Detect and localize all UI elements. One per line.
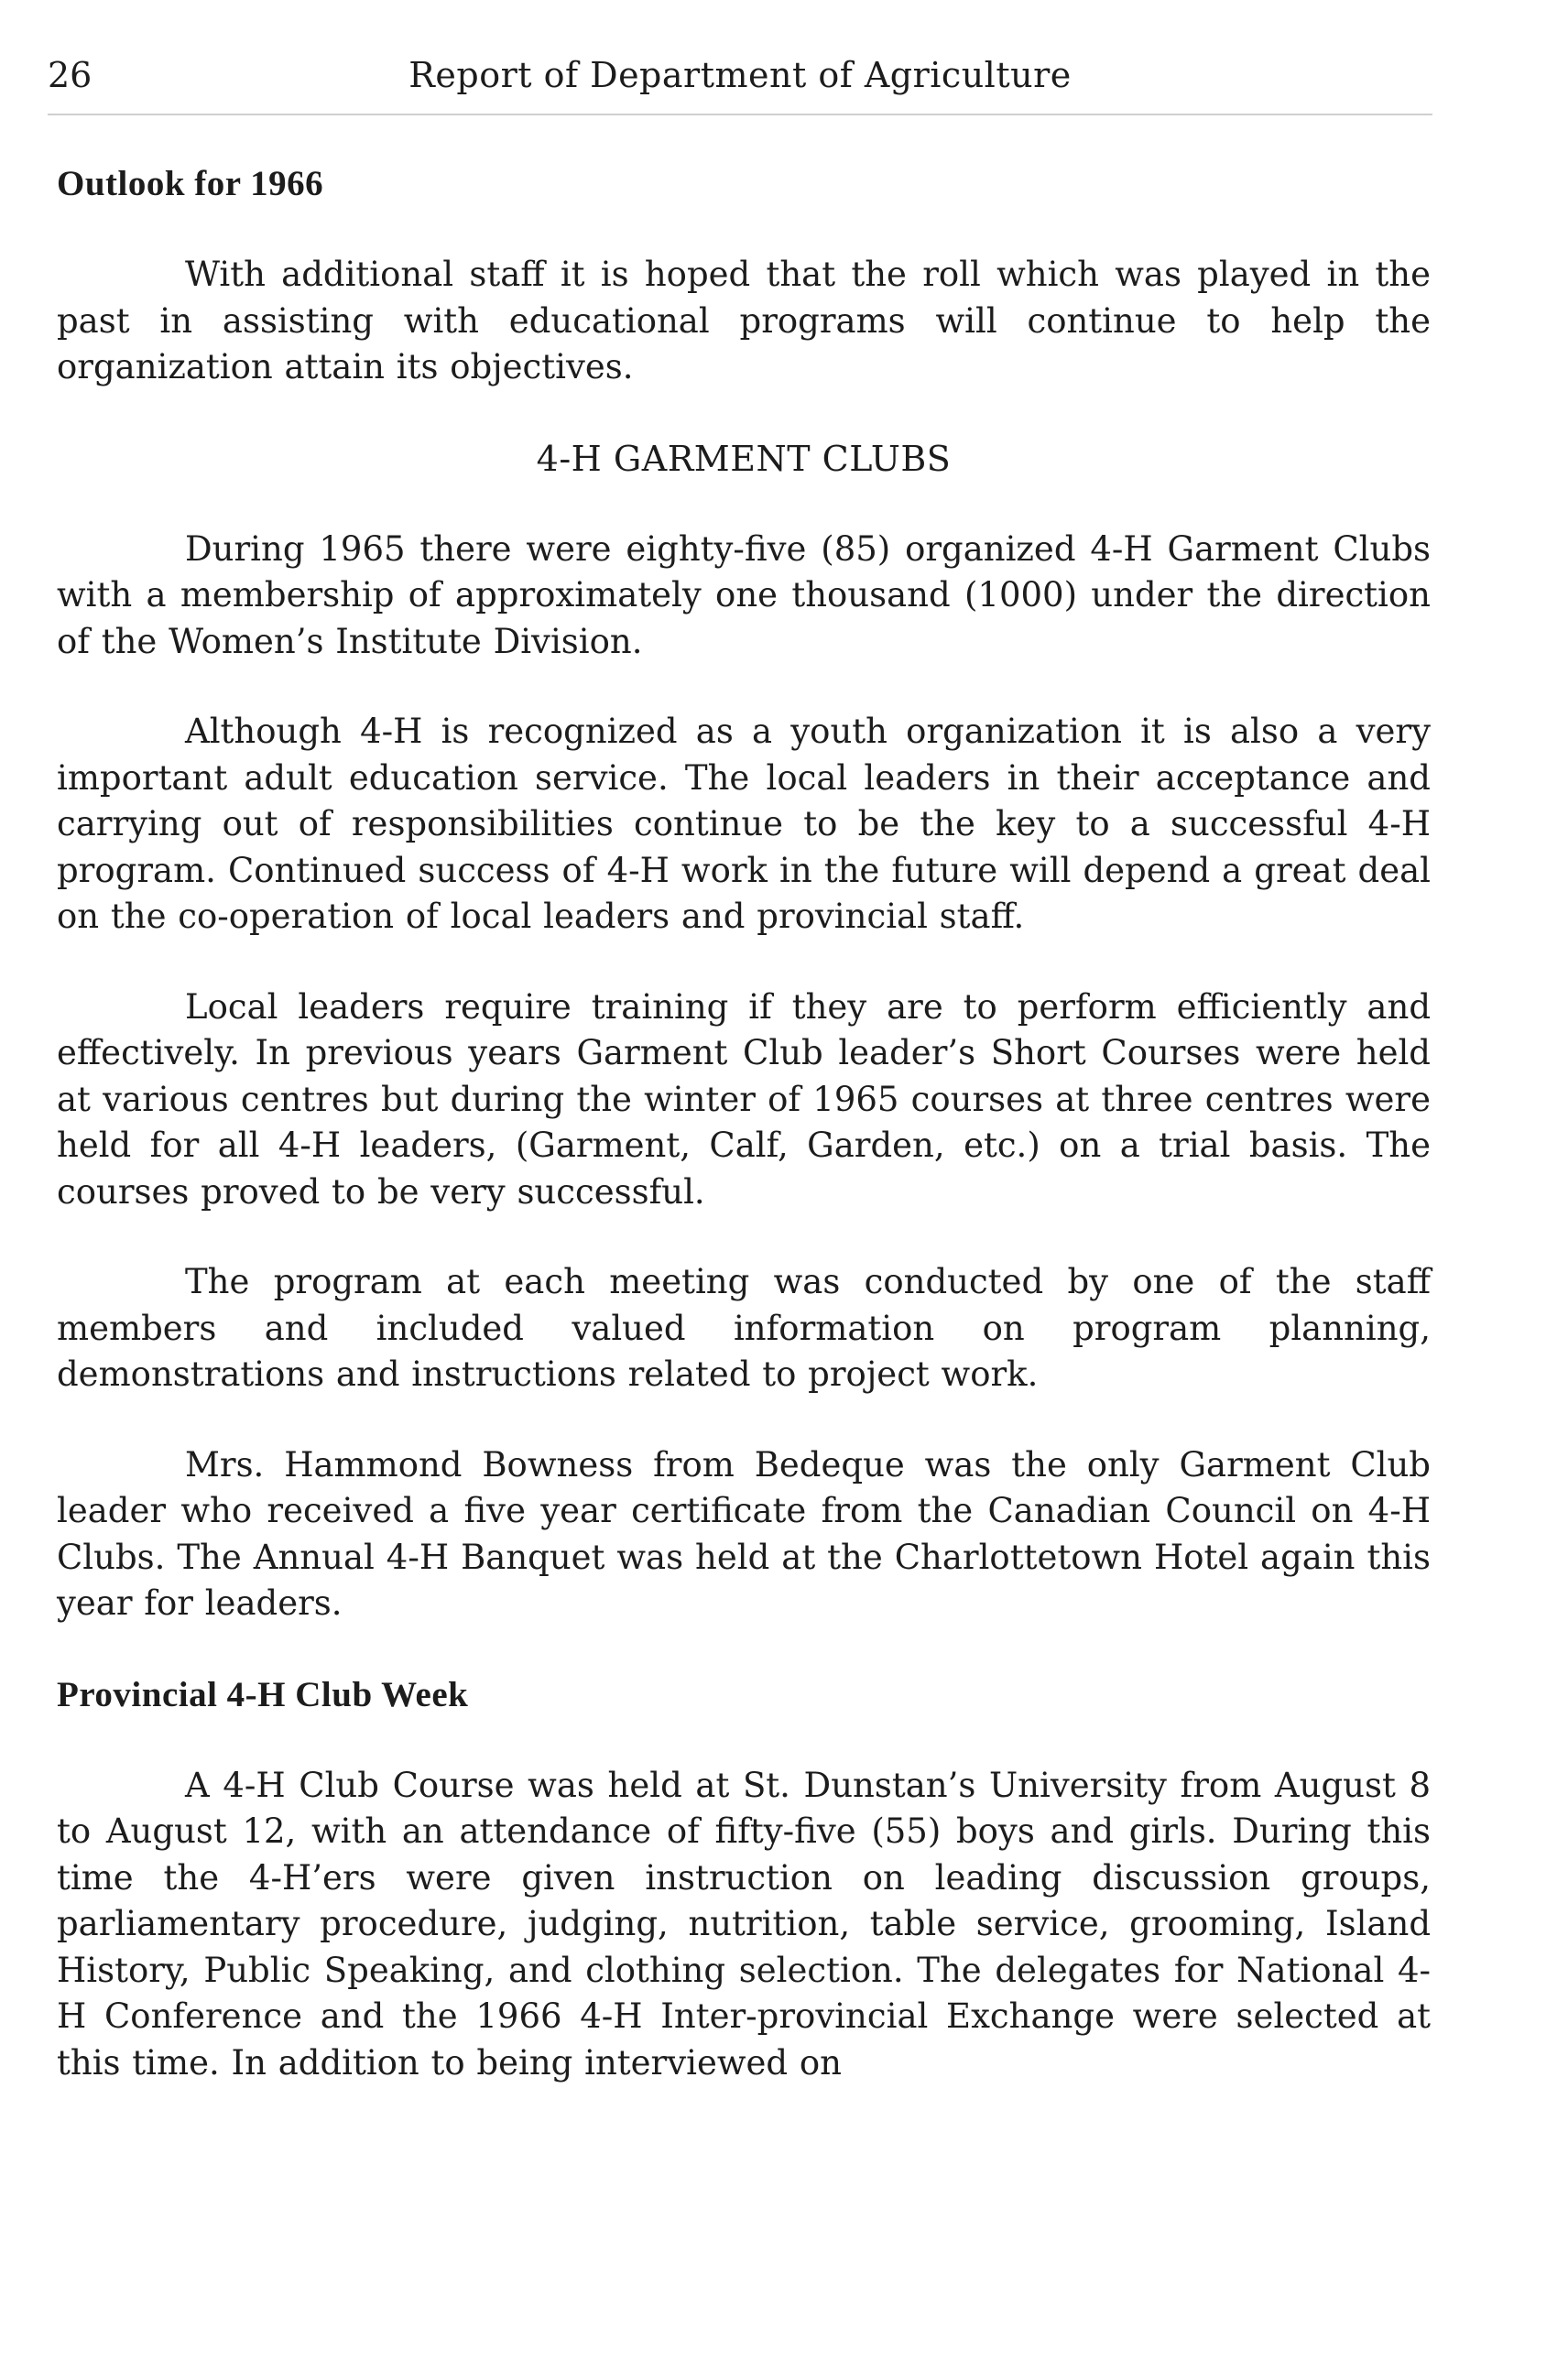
paragraph-garment-1: During 1965 there were eighty-five (85) organized 4-H Garment Clubs with a membership of approximately one thousand (1000) under the direction of the Women’s Institute Division. <box>57 528 1431 661</box>
paragraph-garment-4: The program at each meeting was conducted by one of the staff members and included valued information on program planning, demonstrations and instructions related to project work. <box>57 1262 1431 1394</box>
paragraph-outlook-1: With additional staff it is hoped that the roll which was played in the past in assisting with educational programs will continue to help the organization attain its objectives. <box>57 255 1431 386</box>
paragraph-club-week-1: A 4-H Club Course was held at St. Dunstan’s University from August 8 to August 12, with an attendance of fifty-five (55) boys and girls. During this time the 4-H’ers were given instruction on leading discussion groups, parliamentary procedure, judging, nutrition, table service, grooming, Island History, Public Speaking, and clothing selection. The delegates for National 4-H Conference and the 1966 4-H Inter-provincial Exchange were selected at this time. In addition to being interviewed on <box>57 1765 1431 2083</box>
running-title: Report of Department of Agriculture <box>408 55 1072 95</box>
paragraph-garment-5: Mrs. Hammond Bowness from Bedeque was the only Garment Club leader who received a five year certificate from the Canadian Council on 4-H Clubs. The Annual 4-H Banquet was held at the Charlottetown Hotel again this year for leaders. <box>57 1444 1431 1623</box>
header-divider <box>48 114 1432 115</box>
heading-garment-clubs: 4-H GARMENT CLUBS <box>536 438 952 479</box>
heading-club-week: Provincial 4-H Club Week <box>57 1674 469 1714</box>
page-header <box>48 53 1432 108</box>
page-number: 26 <box>48 55 93 95</box>
paragraph-garment-2: Although 4-H is recognized as a youth organization it is also a very important adult education service. The local leaders in their acceptance and carrying out of responsibilities continue to be the key to a successful 4-H program. Continued success of 4-H work in the future will depend a great deal on the co-operation of local leaders and provincial staff. <box>57 712 1431 936</box>
heading-outlook: Outlook for 1966 <box>57 164 324 203</box>
page-body <box>57 160 1431 2086</box>
paragraph-garment-3: Local leaders require training if they are to perform efficiently and effectively. In previous years Garment Club leader’s Short Courses were held at various centres but during the winter of 1965 courses at three centres were held for all 4-H leaders, (Garment, Calf, Garden, etc.) on a trial basis. The courses proved to be very successful. <box>57 986 1431 1212</box>
